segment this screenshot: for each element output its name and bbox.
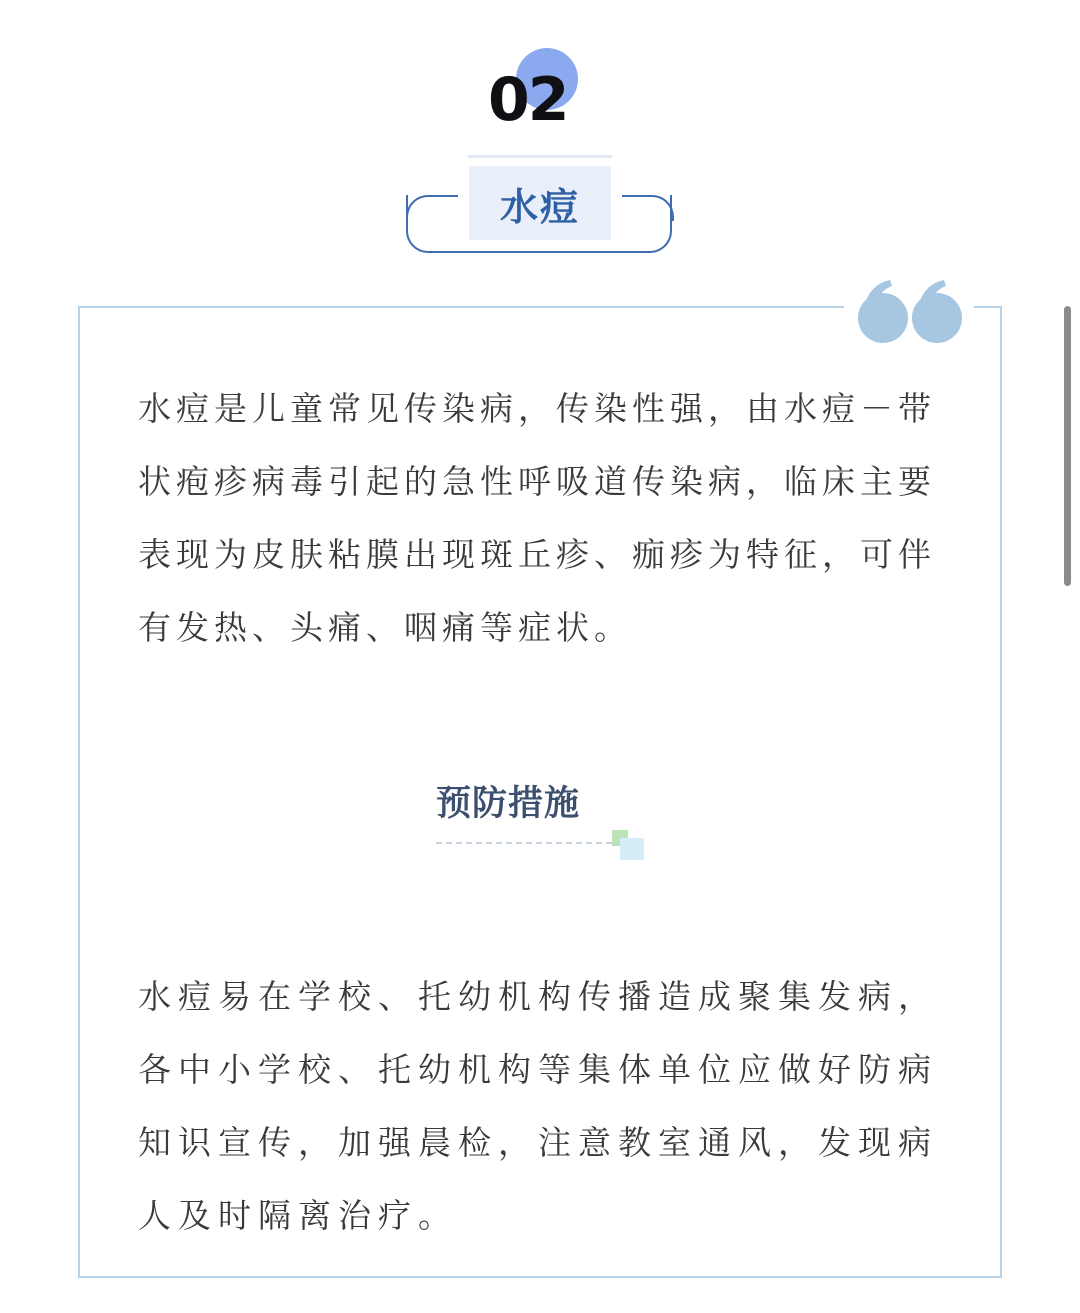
prevention-heading: 预防措施 (436, 784, 581, 824)
title-bracket-left-cap (406, 195, 458, 221)
heading-dashed-underline (436, 842, 622, 844)
intro-paragraph: 水痘是儿童常见传染病，传染性强，由水痘－带状疱疹病毒引起的急性呼吸道传染病，临床主要表现为皮肤粘膜出现斑丘疹、痂疹为特征，可伴有发热、头痛、咽痛等症状。 (138, 389, 936, 647)
heading-decoration-square-blue (620, 838, 644, 860)
section-number-text: 02 (488, 65, 568, 135)
scrollbar-thumb[interactable] (1064, 306, 1071, 586)
prevention-paragraph: 水痘易在学校、托幼机构传播造成聚集发病，各中小学校、托幼机构等集体单位应做好防病知识宣传，加强晨检，注意教室通风，发现病人及时隔离治疗。 (138, 977, 938, 1235)
title-badge (469, 166, 611, 240)
quote-mark-icon (856, 278, 966, 348)
section-title: 水痘 (499, 184, 580, 229)
section-number (488, 46, 598, 136)
title-top-line (468, 155, 612, 158)
